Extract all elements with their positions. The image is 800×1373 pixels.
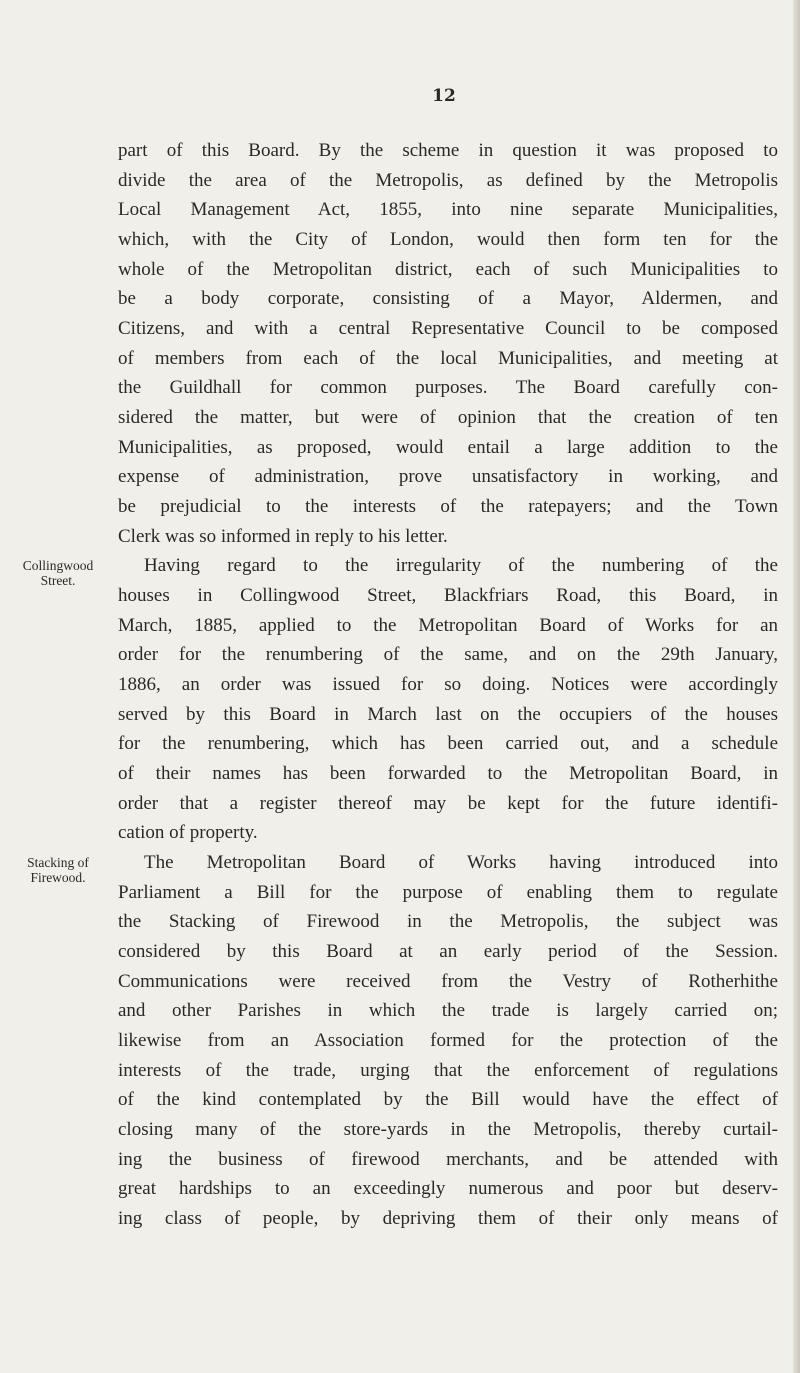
text-line: ing the business of firewood merchants, and be attended with <box>118 1149 778 1170</box>
text-line: sidered the matter, but were of opinion that the creation of ten <box>118 407 778 428</box>
text-line: great hardships to an exceedingly numerous and poor but deserv- <box>118 1178 778 1199</box>
text-line: of the kind contemplated by the Bill would have the effect of <box>118 1089 778 1110</box>
text-line: Parliament a Bill for the purpose of enabling them to regulate <box>118 882 778 903</box>
paragraph-start-line: Having regard to the irregularity of the numbering of the <box>144 555 778 576</box>
text-line: of their names has been forwarded to the Metropolitan Board, in <box>118 763 778 784</box>
text-line: expense of administration, prove unsatisfactory in working, and <box>118 466 778 487</box>
text-line: cation of property. <box>118 822 258 843</box>
text-line: closing many of the store-yards in the Metropolis, thereby curtail- <box>118 1119 778 1140</box>
text-line: be a body corporate, consisting of a Mayor, Aldermen, and <box>118 288 778 309</box>
text-line: ing class of people, by depriving them of their only means of <box>118 1208 778 1229</box>
text-line: divide the area of the Metropolis, as defined by the Metropolis <box>118 170 778 191</box>
side-note-line: Stacking of <box>27 855 89 870</box>
text-line: served by this Board in March last on the occupiers of the houses <box>118 704 778 725</box>
text-line: the Stacking of Firewood in the Metropolis, the subject was <box>118 911 778 932</box>
text-line: of members from each of the local Municipalities, and meeting at <box>118 348 778 369</box>
text-line: whole of the Metropolitan district, each of such Municipalities to <box>118 259 778 280</box>
paragraph-start-line: The Metropolitan Board of Works having introduced into <box>144 852 778 873</box>
side-note-stacking-of-firewood <box>6 855 110 885</box>
side-note-line: Collingwood <box>22 558 94 573</box>
side-note-line: Street. <box>40 573 76 588</box>
page-edge <box>793 0 800 1373</box>
text-line: which, with the City of London, would then form ten for the <box>118 229 778 250</box>
text-line: for the renumbering, which has been carried out, and a schedule <box>118 733 778 754</box>
text-line: Local Management Act, 1855, into nine separate Municipalities, <box>118 199 778 220</box>
text-line: houses in Collingwood Street, Blackfriars Road, this Board, in <box>118 585 778 606</box>
text-line: likewise from an Association formed for the protection of the <box>118 1030 778 1051</box>
text-line: order that a register thereof may be kept for the future identifi- <box>118 793 778 814</box>
text-line: Communications were received from the Vestry of Rotherhithe <box>118 971 778 992</box>
text-line: Clerk was so informed in reply to his letter. <box>118 526 448 547</box>
page-number: 12 <box>432 86 456 106</box>
text-line: considered by this Board at an early period of the Session. <box>118 941 778 962</box>
text-line: Municipalities, as proposed, would entail a large addition to the <box>118 437 778 458</box>
text-line: March, 1885, applied to the Metropolitan Board of Works for an <box>118 615 778 636</box>
text-line: 1886, an order was issued for so doing. Notices were accordingly <box>118 674 778 695</box>
text-line: part of this Board. By the scheme in question it was proposed to <box>118 140 778 161</box>
text-line: interests of the trade, urging that the enforcement of regulations <box>118 1060 778 1081</box>
side-note-collingwood-street <box>6 558 110 588</box>
text-line: and other Parishes in which the trade is largely carried on; <box>118 1000 778 1021</box>
text-line: Citizens, and with a central Representative Council to be composed <box>118 318 778 339</box>
side-note-line: Firewood. <box>30 870 86 885</box>
text-line: the Guildhall for common purposes. The Board carefully con- <box>118 377 778 398</box>
text-line: order for the renumbering of the same, and on the 29th January, <box>118 644 778 665</box>
text-line: be prejudicial to the interests of the ratepayers; and the Town <box>118 496 778 517</box>
